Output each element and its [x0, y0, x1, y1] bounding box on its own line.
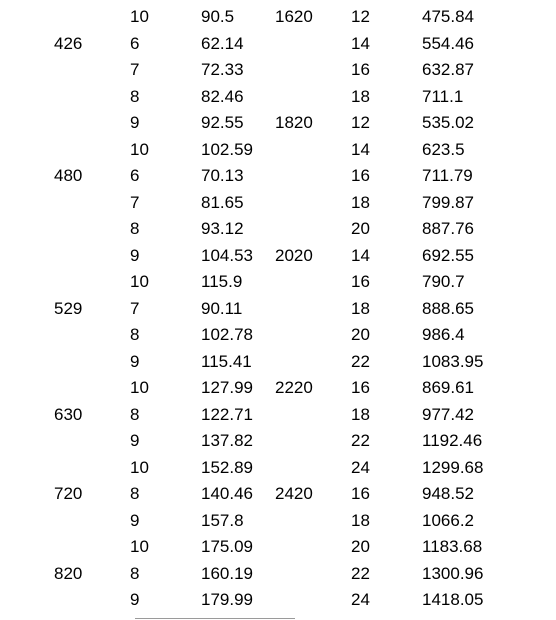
- table-row: [0, 296, 556, 323]
- table-cell: 18: [351, 404, 370, 424]
- table-row: [0, 31, 556, 58]
- table-cell: 18: [351, 298, 370, 318]
- table-row: [0, 190, 556, 217]
- table-cell: 820: [54, 563, 83, 583]
- table-cell: 175.09: [201, 537, 253, 556]
- table-cell: 9: [130, 113, 140, 132]
- table-cell: 93.12: [201, 219, 244, 238]
- table-row: [0, 4, 556, 31]
- table-row: [0, 322, 556, 349]
- table-cell: 10: [130, 537, 149, 556]
- table-cell: 8: [130, 219, 140, 238]
- table-cell: 9: [130, 510, 140, 530]
- table-cell: 137.82: [201, 431, 253, 450]
- table-cell: 122.71: [201, 404, 253, 424]
- table-cell: 14: [351, 33, 370, 53]
- table-cell: 977.42: [422, 404, 474, 424]
- table-row: [0, 84, 556, 111]
- table-cell: 6: [130, 33, 140, 53]
- table-row: [0, 587, 556, 614]
- table-cell: 22: [351, 351, 370, 371]
- table-cell: 10: [130, 272, 149, 291]
- table-cell: 1083.95: [422, 351, 484, 371]
- table-row: [0, 481, 556, 508]
- table-cell: 90.11: [201, 298, 243, 318]
- table-cell: 1418.05: [422, 590, 484, 609]
- table-cell: 20: [351, 219, 370, 238]
- table-cell: 1299.68: [422, 457, 484, 477]
- table-cell: 7: [130, 192, 140, 212]
- table-cell: 16: [351, 484, 370, 503]
- table-cell: 12: [351, 113, 370, 132]
- table-cell: 140.46: [201, 484, 253, 503]
- table-cell: 711.1: [422, 86, 464, 106]
- table-cell: 7: [130, 298, 140, 318]
- table-cell: 157.8: [201, 510, 244, 530]
- table-row: [0, 57, 556, 84]
- table-cell: 70.13: [201, 166, 244, 185]
- table-cell: 81.65: [201, 192, 244, 212]
- table-cell: 10: [130, 378, 149, 397]
- table-cell: 8: [130, 325, 140, 344]
- table-cell: 720: [54, 484, 83, 503]
- table-cell: 632.87: [422, 60, 474, 79]
- table-cell: 426: [54, 33, 83, 53]
- table-cell: 12: [351, 7, 370, 26]
- table-row: [0, 269, 556, 296]
- table-cell: 8: [130, 563, 140, 583]
- table-row: [0, 402, 556, 429]
- table-cell: 115.9: [201, 272, 243, 291]
- table-cell: 10: [130, 139, 149, 159]
- table-cell: 711.79: [422, 166, 473, 185]
- table-cell: 888.65: [422, 298, 474, 318]
- table-cell: 102.59: [201, 139, 253, 159]
- table-cell: 948.52: [422, 484, 474, 503]
- table-cell: 20: [351, 537, 370, 556]
- table-cell: 10: [130, 7, 149, 26]
- table-cell: 1066.2: [422, 510, 474, 530]
- table-cell: 92.55: [201, 113, 244, 132]
- table-cell: 2020: [275, 245, 313, 265]
- table-cell: 630: [54, 404, 83, 424]
- table-cell: 14: [351, 139, 370, 159]
- table-cell: 529: [54, 298, 83, 318]
- table-bottom-rule: [135, 618, 295, 619]
- table-cell: 90.5: [201, 7, 235, 26]
- table-row: [0, 534, 556, 561]
- table-cell: 127.99: [201, 378, 253, 397]
- table-row: [0, 375, 556, 402]
- table-row: [0, 110, 556, 137]
- table-cell: 104.53: [201, 245, 253, 265]
- table-cell: 9: [130, 351, 140, 371]
- table-cell: 554.46: [422, 33, 474, 53]
- table-cell: 16: [351, 60, 370, 79]
- table-cell: 22: [351, 563, 370, 583]
- table-row: [0, 163, 556, 190]
- table-row: [0, 216, 556, 243]
- table-cell: 16: [351, 378, 370, 397]
- table-cell: 986.4: [422, 325, 465, 344]
- table-cell: 102.78: [201, 325, 253, 344]
- table-cell: 1620: [275, 7, 313, 26]
- table-cell: 1820: [275, 113, 313, 132]
- table-row: [0, 508, 556, 535]
- table-cell: 9: [130, 431, 140, 450]
- table-cell: 179.99: [201, 590, 253, 609]
- table-cell: 2420: [275, 484, 313, 503]
- table-cell: 62.14: [201, 33, 244, 53]
- table-cell: 480: [54, 166, 83, 185]
- table-cell: 8: [130, 86, 140, 106]
- table-cell: 790.7: [422, 272, 465, 291]
- table-cell: 535.02: [422, 113, 474, 132]
- table-cell: 10: [130, 457, 149, 477]
- table-cell: 16: [351, 272, 370, 291]
- table-cell: 9: [130, 590, 140, 609]
- table-cell: 8: [130, 404, 140, 424]
- table-cell: 2220: [275, 378, 313, 397]
- table-cell: 152.89: [201, 457, 253, 477]
- table-cell: 82.46: [201, 86, 244, 106]
- table-cell: 18: [351, 86, 370, 106]
- table-cell: 7: [130, 60, 140, 79]
- table-cell: 623.5: [422, 139, 465, 159]
- table-cell: 475.84: [422, 7, 474, 26]
- table-cell: 14: [351, 245, 370, 265]
- table-cell: 160.19: [201, 563, 253, 583]
- table-row: [0, 243, 556, 270]
- table-cell: 22: [351, 431, 370, 450]
- table-cell: 18: [351, 192, 370, 212]
- table-cell: 887.76: [422, 219, 474, 238]
- table-row: [0, 561, 556, 588]
- table-row: [0, 349, 556, 376]
- table-cell: 9: [130, 245, 140, 265]
- table-cell: 24: [351, 590, 370, 609]
- table-cell: 20: [351, 325, 370, 344]
- table-row: [0, 428, 556, 455]
- table-cell: 16: [351, 166, 370, 185]
- table-cell: 799.87: [422, 192, 474, 212]
- table-cell: 72.33: [201, 60, 244, 79]
- table-cell: 6: [130, 166, 140, 185]
- table-row: [0, 137, 556, 164]
- table-cell: 8: [130, 484, 140, 503]
- table-cell: 24: [351, 457, 370, 477]
- table-cell: 18: [351, 510, 370, 530]
- table-cell: 1192.46: [422, 431, 483, 450]
- table-cell: 115.41: [201, 351, 252, 371]
- table-cell: 1183.68: [422, 537, 483, 556]
- table-cell: 692.55: [422, 245, 474, 265]
- table-cell: 869.61: [422, 378, 474, 397]
- table-row: [0, 455, 556, 482]
- table-cell: 1300.96: [422, 563, 484, 583]
